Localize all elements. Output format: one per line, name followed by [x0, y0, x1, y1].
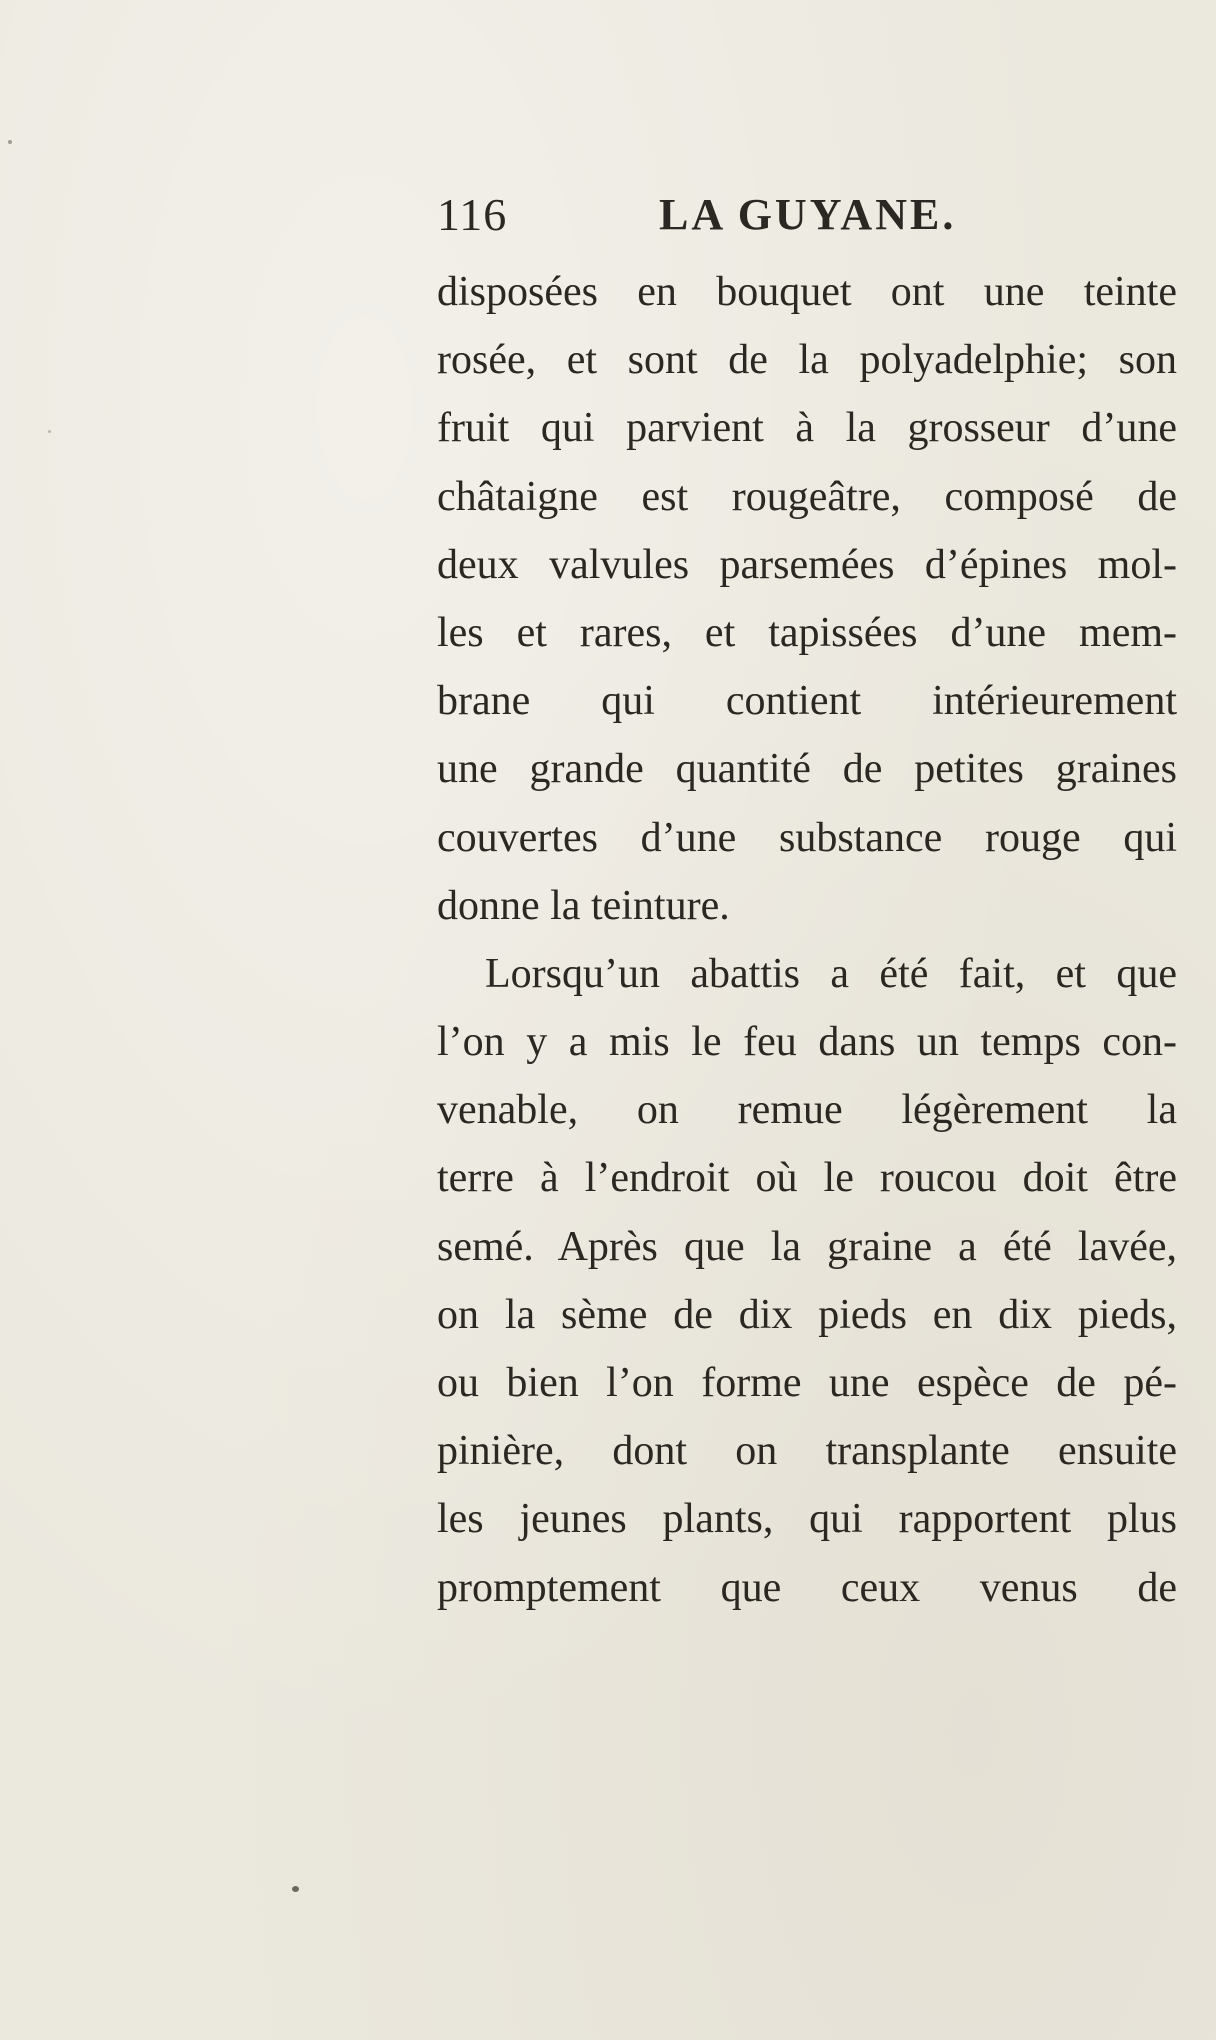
- text-line: promptement que ceux venus de: [437, 1564, 1177, 1611]
- text-line: disposées en bouquet ont une teinte: [437, 269, 1177, 315]
- page-number: 116: [437, 189, 508, 240]
- page-header: [437, 180, 1177, 250]
- text-line: deux valvules parsemées d’épines mol-: [437, 541, 1177, 588]
- text-line: l’on y a mis le feu dans un temps con-: [437, 1019, 1177, 1066]
- text-line: châtaigne est rougeâtre, composé de: [437, 473, 1177, 520]
- text-line: semé. Après que la graine a été lavée,: [437, 1223, 1177, 1270]
- paragraph-start-line: Lorsqu’un abattis a été fait, et que: [485, 950, 1177, 997]
- text-line: fruit qui parvient à la grosseur d’une: [437, 405, 1177, 452]
- text-line: terre à l’endroit où le roucou doit être: [437, 1155, 1177, 1202]
- paper-speck: [292, 1886, 299, 1892]
- paper-speck: [48, 430, 51, 433]
- text-line: rosée, et sont de la polyadelphie; son: [437, 337, 1177, 384]
- text-line: les jeunes plants, qui rapportent plus: [437, 1496, 1177, 1543]
- text-line: une grande quantité de petites graines: [437, 746, 1177, 793]
- text-line: les et rares, et tapissées d’une mem-: [437, 609, 1177, 656]
- body-text: [437, 258, 1177, 1622]
- paragraph-end-line: donne la teinture.: [437, 882, 730, 929]
- text-line: ou bien l’on forme une espèce de pé-: [437, 1360, 1177, 1406]
- paper-speck: [8, 140, 12, 144]
- text-line: brane qui contient intérieurement: [437, 678, 1177, 725]
- text-line: couvertes d’une substance rouge qui: [437, 814, 1177, 861]
- text-line: on la sème de dix pieds en dix pieds,: [437, 1291, 1177, 1338]
- text-line: pinière, dont on transplante ensuite: [437, 1428, 1177, 1475]
- text-line: venable, on remue légèrement la: [437, 1087, 1177, 1134]
- running-title: LA GUYANE.: [659, 190, 957, 239]
